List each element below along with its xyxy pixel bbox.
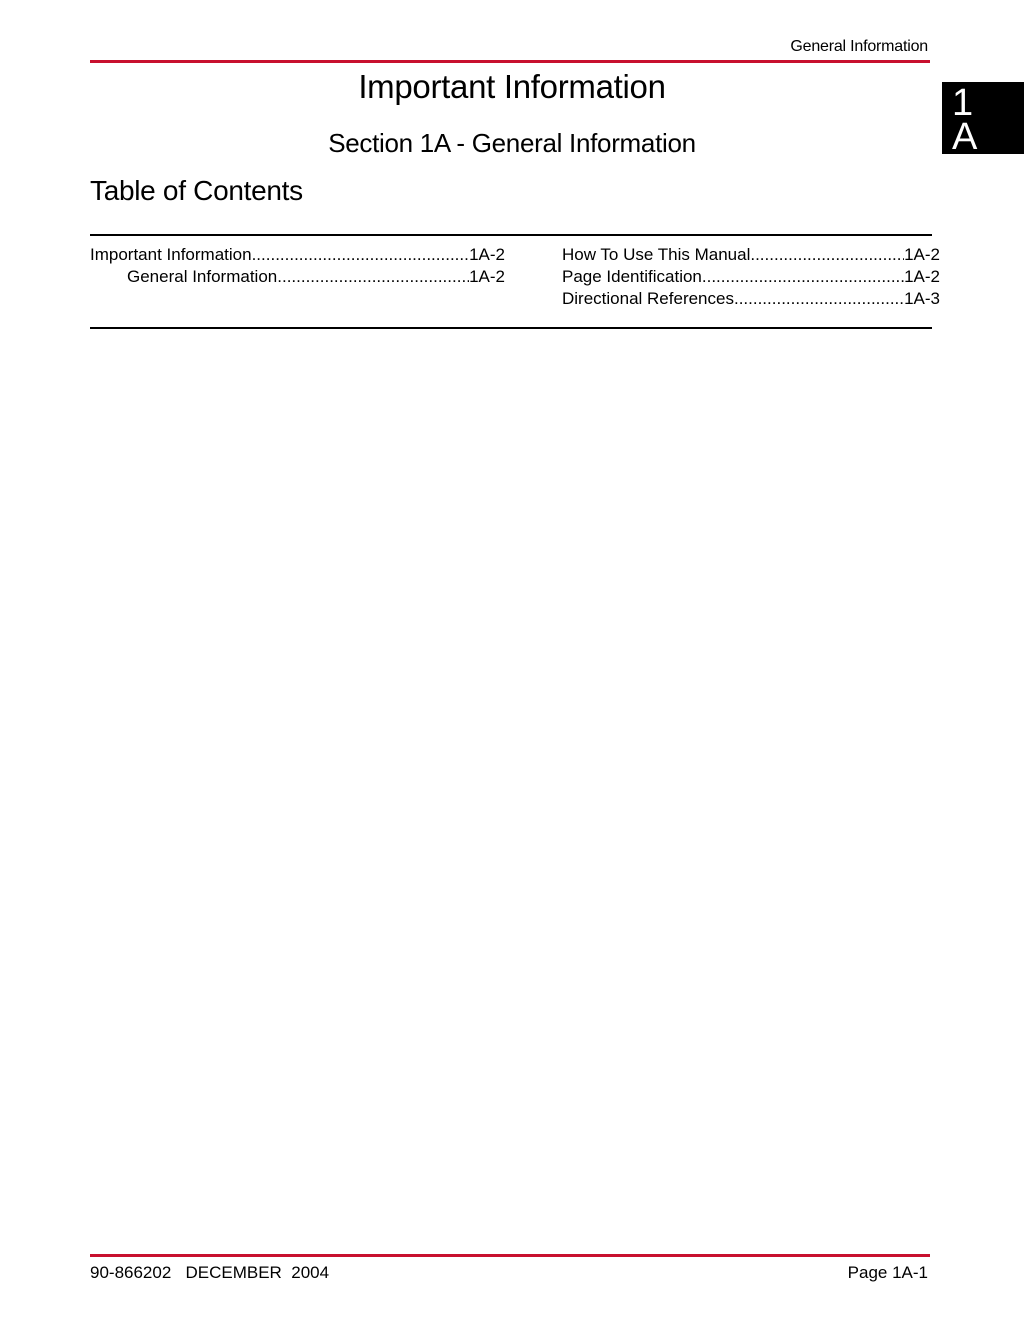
header-rule	[90, 60, 930, 63]
toc-entry-page: 1A-2	[904, 267, 940, 286]
toc-entry[interactable]	[562, 288, 940, 310]
toc-entry-title: Important Information	[90, 245, 252, 264]
toc-heading: Table of Contents	[90, 175, 303, 206]
section-tab-letter: A	[952, 116, 978, 158]
footer-doc-info: 90-866202 DECEMBER 2004	[90, 1263, 330, 1282]
footer-rule	[90, 1254, 930, 1257]
running-header-title: General Information	[790, 38, 928, 55]
toc-leader-dots	[277, 266, 469, 288]
toc-leader-dots	[734, 288, 904, 310]
toc-entry-title: Page Identification	[562, 267, 702, 286]
page-title: Important Information	[358, 68, 666, 105]
section-tab-number: 1	[952, 82, 974, 124]
toc-leader-dots	[252, 244, 470, 266]
footer-page-number: Page 1A-1	[847, 1263, 928, 1282]
toc-leader-dots	[750, 244, 904, 266]
toc-bottom-rule	[90, 327, 932, 329]
section-title: Section 1A - General Information	[328, 128, 696, 158]
toc-entry[interactable]	[90, 266, 505, 288]
toc-top-rule	[90, 234, 932, 236]
toc-entry-page: 1A-2	[469, 245, 505, 264]
toc-leader-dots	[702, 266, 904, 288]
toc-entry-page: 1A-2	[469, 267, 505, 286]
toc-entry[interactable]	[562, 266, 940, 288]
toc-right-column	[562, 244, 940, 310]
toc-entry-title: How To Use This Manual	[562, 245, 751, 264]
toc-entry[interactable]	[90, 244, 505, 266]
toc-entry-title: General Information	[127, 267, 278, 286]
toc-left-column	[90, 244, 505, 288]
toc-entry[interactable]	[562, 244, 940, 266]
toc-entry-page: 1A-3	[904, 289, 940, 308]
toc-entry-title: Directional References	[562, 289, 734, 308]
toc-entry-page: 1A-2	[904, 245, 940, 264]
